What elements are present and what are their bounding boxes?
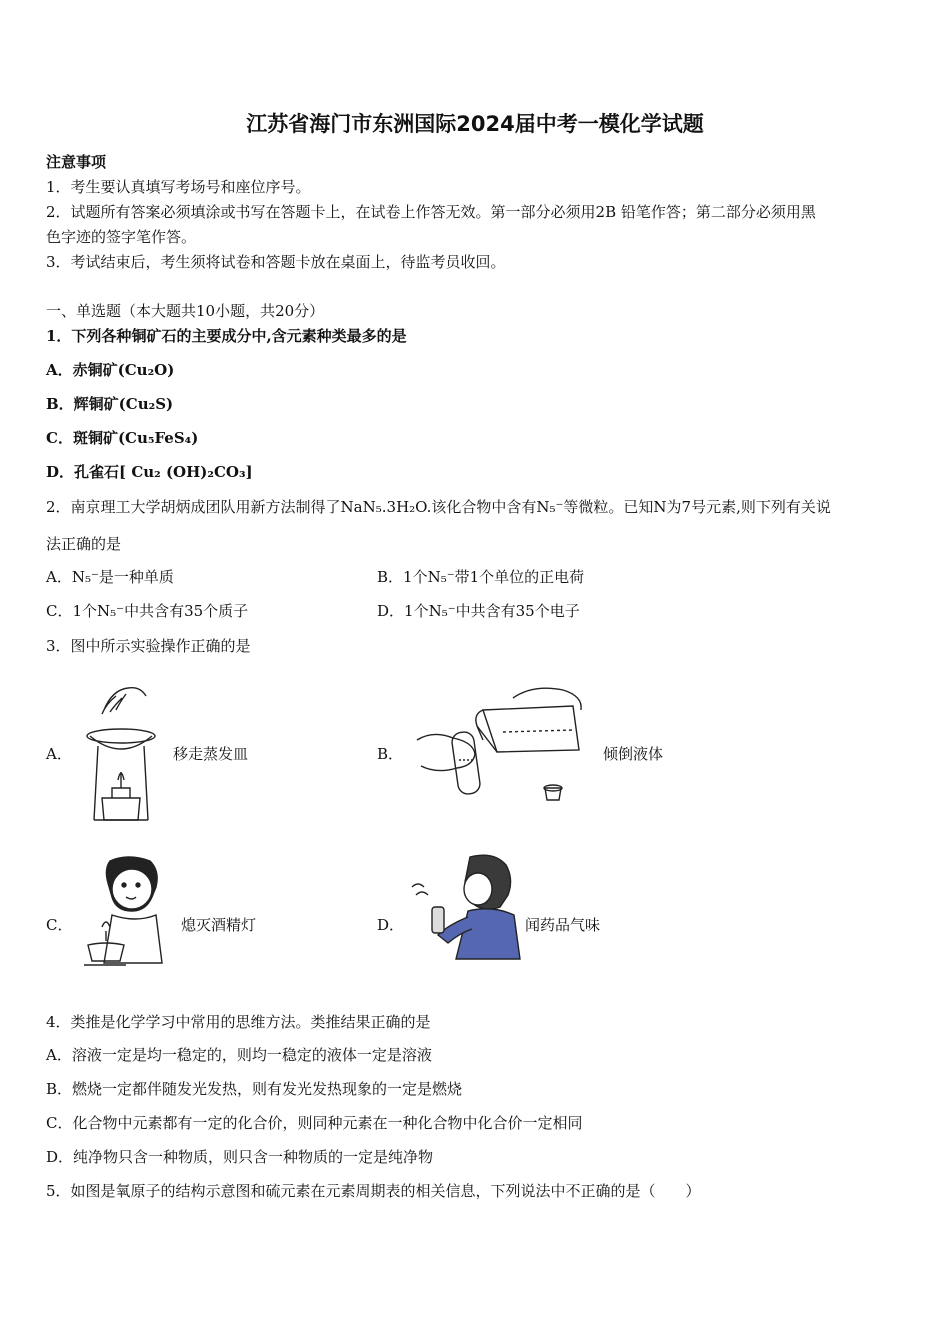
blow-out-lamp-illustration <box>76 853 176 971</box>
q2-option-c: C．1个N₅⁻中共含有35个质子 <box>46 602 249 620</box>
page-title: 江苏省海门市东洲国际2024届中考一模化学试题 <box>246 112 704 136</box>
q5-stem: 5．如图是氧原子的结构示意图和硫元素在元素周期表的相关信息，下列说法中不正确的是（ ） <box>46 1182 701 1200</box>
section-heading: 一、单选题（本大题共10小题，共20分） <box>46 302 325 320</box>
q4-option-b: B．燃烧一定都伴随发光发热，则有发光发热现象的一定是燃烧 <box>46 1080 463 1098</box>
notice-item: 1．考生要认真填写考场号和座位序号。 <box>46 178 311 196</box>
q3-option-d-letter: D． <box>377 916 405 934</box>
q3-option-a-letter: A． <box>46 745 72 763</box>
notice-item: 2．试题所有答案必须填涂或书写在答题卡上，在试卷上作答无效。第一部分必须用2B 铅笔作答；第二部分必须用黑 <box>46 203 816 221</box>
q1-option-d: D．孔雀石[ Cu₂ (OH)₂CO₃] <box>46 463 253 481</box>
q4-option-a: A．溶液一定是均一稳定的，则均一稳定的液体一定是溶液 <box>46 1046 432 1064</box>
q2-stem: 2．南京理工大学胡炳成团队用新方法制得了NaN₅.3H₂O.该化合物中含有N₅⁻等微粒。已知N为7号元素,则下列有关说 <box>46 498 831 516</box>
q4-option-d: D．纯净物只含一种物质，则只含一种物质的一定是纯净物 <box>46 1148 434 1166</box>
q1-stem: 1．下列各种铜矿石的主要成分中,含元素种类最多的是 <box>46 327 407 345</box>
q3-option-b-letter: B． <box>377 745 404 763</box>
evaporating-dish-illustration <box>76 680 166 826</box>
q1-option-a: A．赤铜矿(Cu₂O) <box>46 361 175 379</box>
q3-stem: 3．图中所示实验操作正确的是 <box>46 637 251 655</box>
q3-option-a-text: 移走蒸发皿 <box>173 745 249 763</box>
q2-option-b: B．1个N₅⁻带1个单位的正电荷 <box>377 568 585 586</box>
q3-option-b-text: 倾倒液体 <box>603 745 664 763</box>
notice-item: 色字迹的签字笔作答。 <box>46 228 197 246</box>
pour-liquid-illustration <box>413 680 593 810</box>
notice-item: 3．考试结束后，考生须将试卷和答题卡放在桌面上，待监考员收回。 <box>46 253 506 271</box>
notice-heading: 注意事项 <box>46 153 107 171</box>
q4-option-c: C．化合物中元素都有一定的化合价，则同种元素在一种化合物中化合价一定相同 <box>46 1114 583 1132</box>
smell-chemical-illustration <box>408 851 523 963</box>
q2-option-d: D．1个N₅⁻中共含有35个电子 <box>377 602 580 620</box>
q2-stem-cont: 法正确的是 <box>46 535 122 553</box>
q1-option-b: B．辉铜矿(Cu₂S) <box>46 395 174 413</box>
q3-option-c-text: 熄灭酒精灯 <box>181 916 257 934</box>
q3-option-d-text: 闻药品气味 <box>525 916 601 934</box>
q4-stem: 4．类推是化学学习中常用的思维方法。类推结果正确的是 <box>46 1013 431 1031</box>
q1-option-c: C．斑铜矿(Cu₅FeS₄) <box>46 429 199 447</box>
q3-option-c-letter: C． <box>46 916 73 934</box>
q2-option-a: A．N₅⁻是一种单质 <box>46 568 174 586</box>
